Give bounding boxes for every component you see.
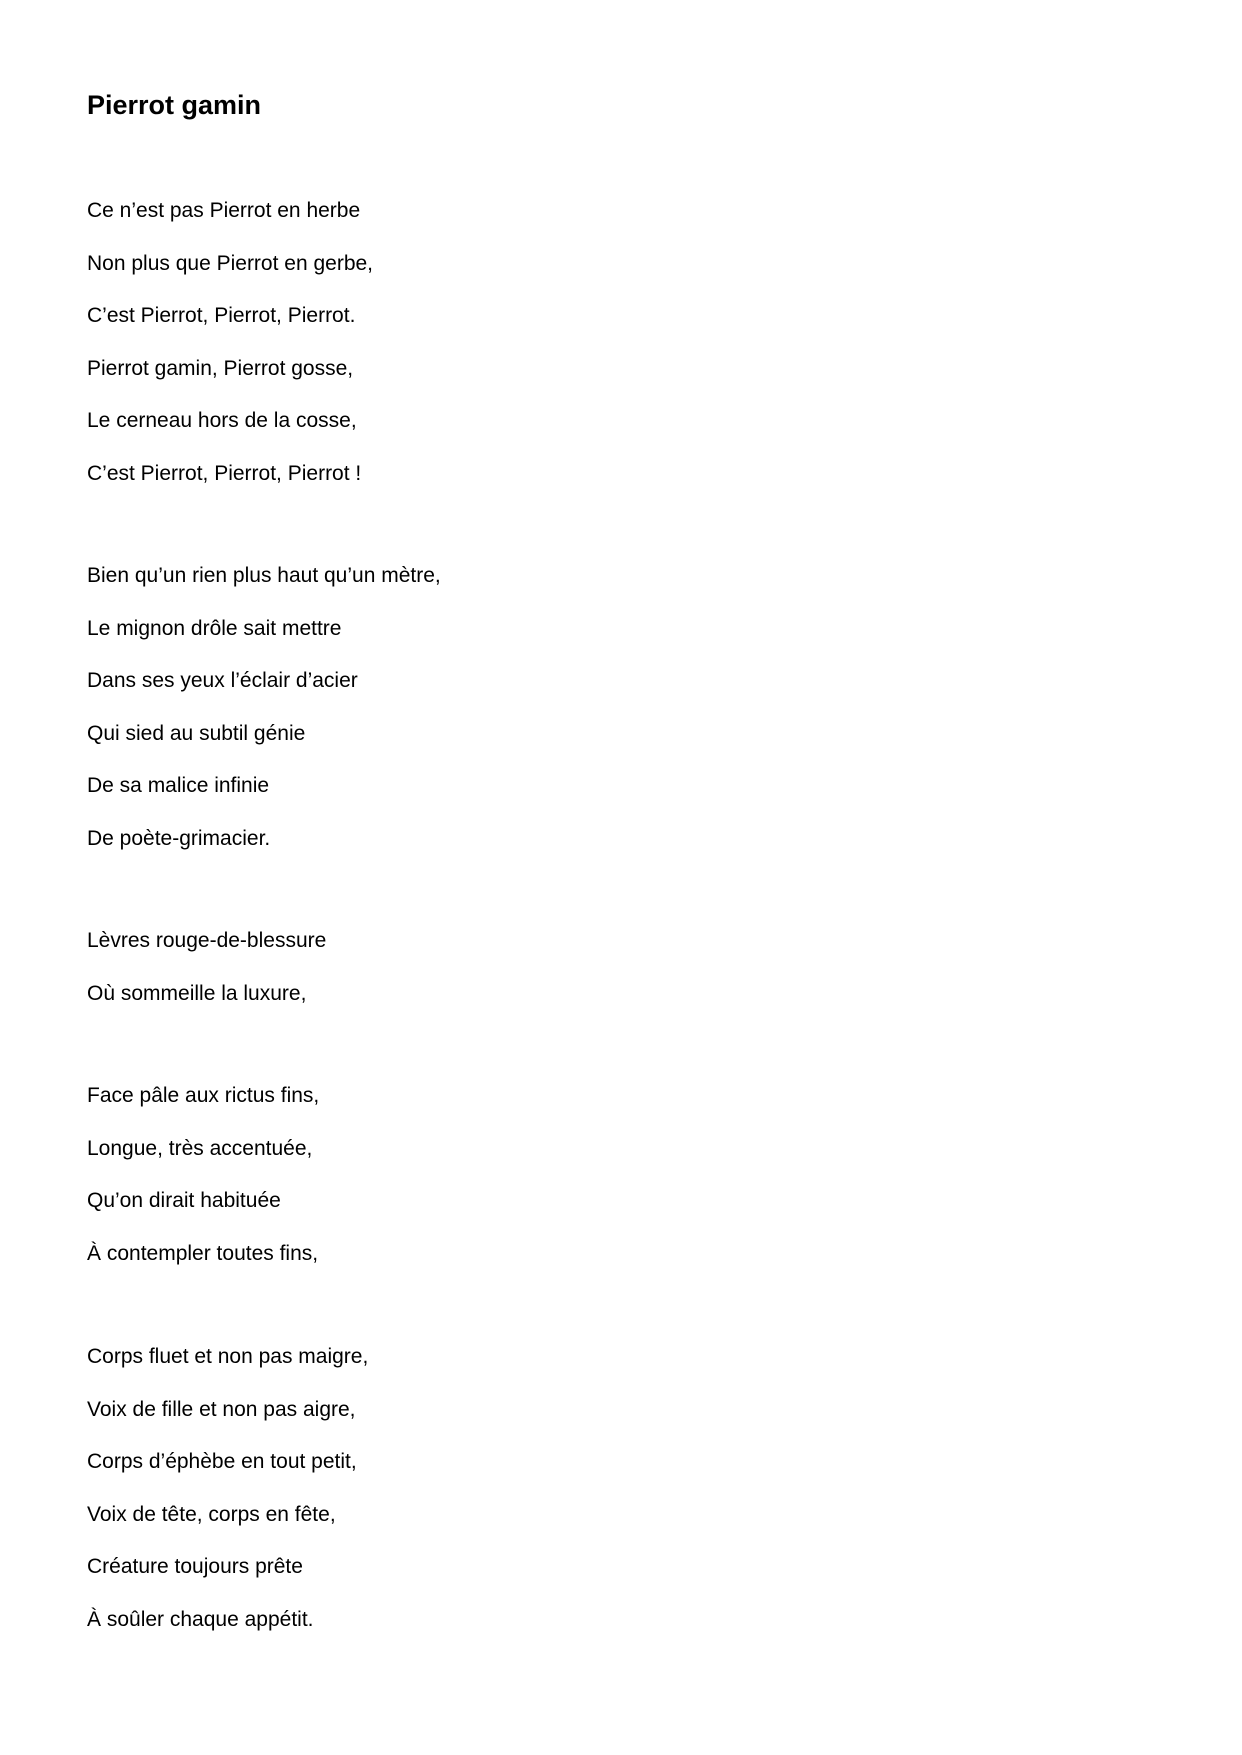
stanza-1 bbox=[87, 185, 373, 500]
stanza-3 bbox=[87, 915, 326, 1020]
verse-line: De poète-grimacier. bbox=[87, 826, 271, 850]
verse-line: C’est Pierrot, Pierrot, Pierrot ! bbox=[87, 461, 362, 485]
verse-line: Créature toujours prête bbox=[87, 1555, 303, 1578]
verse-line: Corps d’éphèbe en tout petit, bbox=[87, 1450, 357, 1473]
verse-line: Corps fluet et non pas maigre, bbox=[87, 1345, 369, 1368]
verse-line: Où sommeille la luxure, bbox=[87, 981, 307, 1005]
verse-line: Dans ses yeux l’éclair d’acier bbox=[87, 669, 358, 692]
verse-line: De sa malice infinie bbox=[87, 774, 270, 797]
verse-line: Voix de fille et non pas aigre, bbox=[87, 1397, 356, 1421]
verse-line: Qui sied au subtil génie bbox=[87, 721, 306, 745]
verse-line: Non plus que Pierrot en gerbe, bbox=[87, 251, 374, 275]
verse-line: À contempler toutes fins, bbox=[87, 1241, 319, 1265]
verse-line: Lèvres rouge-de-blessure bbox=[87, 929, 327, 952]
verse-line: Pierrot gamin, Pierrot gosse, bbox=[87, 356, 354, 380]
verse-line: Qu’on dirait habituée bbox=[87, 1189, 281, 1212]
verse-line: Longue, très accentuée, bbox=[87, 1136, 313, 1160]
verse-line: Le mignon drôle sait mettre bbox=[87, 616, 342, 640]
verse-line: Le cerneau hors de la cosse, bbox=[87, 409, 357, 432]
stanza-5 bbox=[87, 1331, 368, 1646]
verse-line: À soûler chaque appétit. bbox=[87, 1607, 314, 1631]
verse-line: Face pâle aux rictus fins, bbox=[87, 1084, 320, 1107]
verse-line: Voix de tête, corps en fête, bbox=[87, 1502, 336, 1526]
poem-title: Pierrot gamin bbox=[87, 90, 262, 120]
stanza-4 bbox=[87, 1070, 319, 1280]
verse-line: C’est Pierrot, Pierrot, Pierrot. bbox=[87, 304, 356, 327]
verse-line: Bien qu’un rien plus haut qu’un mètre, bbox=[87, 564, 441, 587]
verse-line: Ce n’est pas Pierrot en herbe bbox=[87, 199, 361, 222]
stanza-2 bbox=[87, 550, 441, 865]
